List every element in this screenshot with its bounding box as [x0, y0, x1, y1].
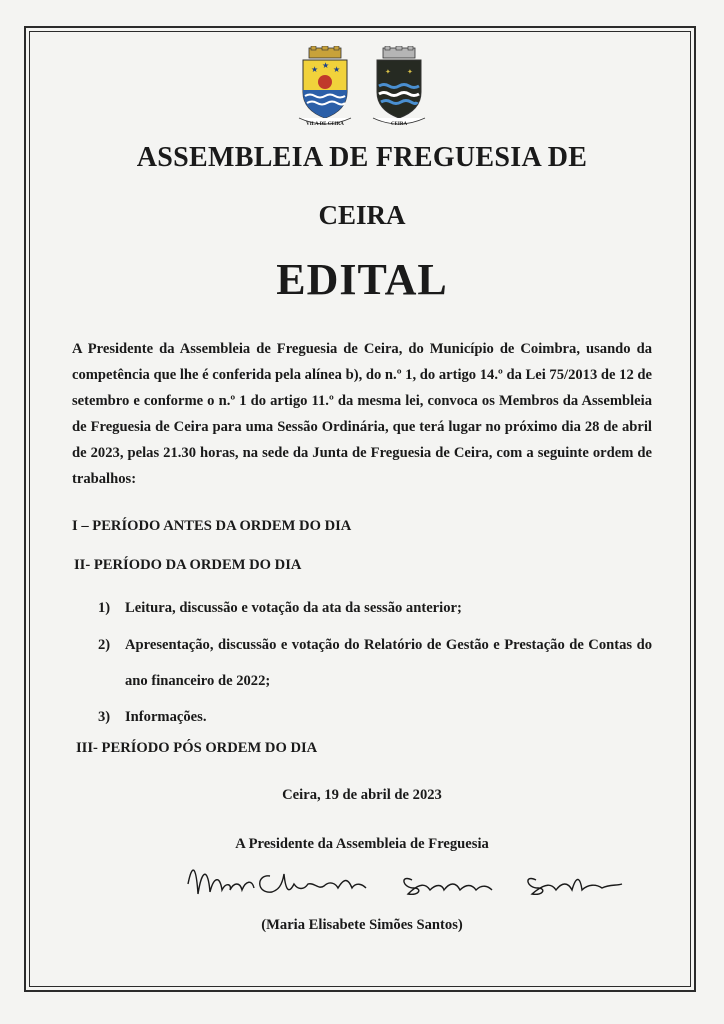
crest-right-caption: CEIRA [390, 122, 408, 127]
agenda-item-number: 3) [98, 709, 111, 725]
svg-text:★: ★ [311, 65, 319, 74]
crest-left-caption: VILA DE CEIRA [306, 122, 344, 127]
place-and-date: Ceira, 19 de abril de 2023 [282, 787, 442, 803]
ceira-crest-icon [369, 46, 429, 130]
section-agenda: II- PERÍODO DA ORDEM DO DIA [74, 557, 302, 573]
document-title: EDITAL [276, 255, 448, 304]
agenda-item [98, 699, 652, 735]
svg-text:★: ★ [322, 61, 330, 70]
section-before-agenda: I – PERÍODO ANTES DA ORDEM DO DIA [72, 518, 352, 534]
signatory-name: (Maria Elisabete Simões Santos) [261, 917, 463, 933]
parish-name: CEIRA [318, 200, 406, 230]
agenda-item [98, 627, 652, 699]
svg-text:✦: ✦ [407, 68, 413, 76]
assembly-title: ASSEMBLEIA DE FREGUESIA DE [136, 142, 588, 173]
signatory-role: A Presidente da Assembleia de Freguesia [235, 836, 489, 852]
handwritten-signature [186, 854, 626, 904]
svg-text:★: ★ [333, 65, 341, 74]
coats-of-arms [0, 46, 724, 132]
agenda-item-text: Informações. [125, 709, 207, 725]
svg-text:✦: ✦ [385, 68, 391, 76]
section-after-agenda: III- PERÍODO PÓS ORDEM DO DIA [76, 740, 318, 756]
vila-de-ceira-crest-icon [295, 46, 355, 130]
agenda-item-number: 2) [98, 637, 111, 653]
agenda-item [98, 590, 652, 626]
agenda-item-text: Apresentação, discussão e votação do Relatório de Gestão e Prestação de Contas do ano financeiro de 2022; [125, 637, 652, 689]
convocation-paragraph: A Presidente da Assembleia de Freguesia de Ceira, do Município de Coimbra, usando da competência que lhe é conferida pela alínea b), do n.º 1, do artigo 14.º da Lei 75/2013 de 12 de setembro e conforme o n.º 1 do artigo 11.º da mesma lei, convoca os Membros da Assembleia de Freguesia de Ceira para uma Sessão Ordinária, que terá lugar no próximo dia 28 de abril de 2023, pelas 21.30 horas, na sede da Junta de Freguesia de Ceira, com a seguinte ordem de trabalhos: [72, 341, 652, 487]
agenda-item-text: Leitura, discussão e votação da ata da sessão anterior; [125, 600, 462, 616]
agenda-item-number: 1) [98, 600, 111, 616]
